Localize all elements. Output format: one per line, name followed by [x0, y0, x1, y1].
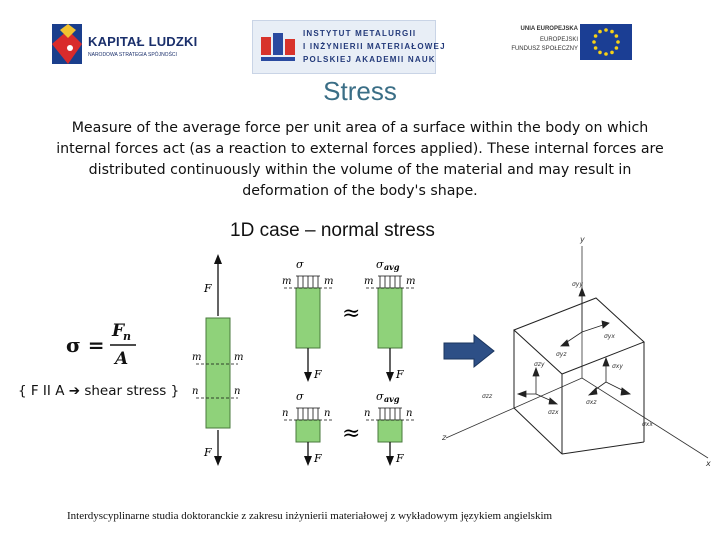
force-label-top: F: [204, 282, 212, 295]
sigma-lower: σ: [296, 390, 304, 403]
label-syz: σyz: [556, 351, 567, 358]
formula-numerator-sub: n: [123, 330, 131, 343]
upper-avg-m-right: m: [406, 276, 416, 287]
label-sxx: σxx: [642, 421, 653, 428]
institute-line-1: INSTYTUT METALURGII: [303, 29, 417, 38]
label-sxz: σxz: [586, 399, 597, 406]
force-lower-avg: F: [396, 452, 404, 465]
label-syx: σyx: [604, 333, 615, 340]
institute-line-3: POLSKIEJ AKADEMII NAUK: [303, 55, 436, 64]
formula-lhs: σ =: [66, 333, 105, 357]
formula-numerator: F: [112, 321, 125, 341]
kapital-ludzki-title: KAPITAŁ LUDZKI: [88, 34, 198, 49]
footer-note: Interdyscyplinarne studia doktoranckie z zakresu inżynierii materiałowej z wykładowym językiem angielskim: [67, 510, 553, 522]
label-szx: σzx: [548, 409, 559, 416]
case-heading: 1D case – normal stress: [230, 220, 435, 241]
lower-avg-n-right: n: [406, 408, 413, 419]
sigma-avg-lower-sub: avg: [384, 394, 400, 404]
upper-avg-m-left: m: [364, 276, 374, 287]
eu-logo: [500, 22, 636, 64]
lower-avg-bar: [378, 420, 402, 442]
stress-formula: [60, 318, 150, 370]
upper-section-bar: [296, 288, 320, 348]
upper-avg-bar: [378, 288, 402, 348]
lower-section-bar: [296, 420, 320, 442]
normal-stress-bar-diagram: [190, 248, 430, 468]
tall-bar: [206, 318, 230, 428]
approx-upper: ≈: [342, 301, 361, 326]
institute-emblem: [259, 27, 299, 67]
upper-m-right: m: [324, 276, 334, 287]
stress-definition: Measure of the average force per unit area of a surface within the body on which internal forces act (as a reaction to external forces applied). These internal forces are distributed continuously within the volume of the material and may result in deformation of the body's shape.: [56, 120, 664, 199]
eu-stars-icon: [580, 24, 632, 60]
label-szz: σzz: [482, 393, 493, 400]
label-syy: σyy: [572, 281, 583, 288]
approx-lower: ≈: [342, 421, 361, 446]
upper-m-left: m: [282, 276, 292, 287]
lower-n-right: n: [324, 408, 331, 419]
force-upper-section: F: [314, 368, 322, 381]
axis-y-label: y: [580, 235, 585, 244]
institute-line-2: I INŻYNIERII MATERIAŁOWEJ: [303, 42, 446, 51]
axis-x-label: x: [706, 459, 711, 468]
n-label-left: n: [192, 386, 199, 397]
lower-n-left: n: [282, 408, 289, 419]
stress-cube-diagram: [436, 232, 716, 470]
force-label-bottom: F: [204, 446, 212, 459]
eu-line-2: EUROPEJSKI: [539, 37, 578, 43]
sigma-upper: σ: [296, 258, 304, 271]
kapital-ludzki-logo: [48, 20, 208, 70]
force-lower-section: F: [314, 452, 322, 465]
eu-line-3: FUNDUSZ SPOŁECZNY: [511, 46, 578, 52]
label-sxy: σxy: [612, 363, 623, 370]
axis-z-label: z: [442, 433, 447, 442]
lower-avg-n-left: n: [364, 408, 371, 419]
institute-logo: [252, 20, 446, 74]
force-upper-avg: F: [396, 368, 404, 381]
sigma-avg-upper: σ: [376, 258, 384, 271]
sigma-avg-lower: σ: [376, 390, 384, 403]
sigma-avg-upper-sub: avg: [384, 262, 400, 272]
shear-note: { F II A ➔ shear stress }: [18, 383, 180, 399]
label-szy: σzy: [534, 361, 545, 368]
kapital-ludzki-emblem: [48, 20, 88, 70]
m-label-right: m: [234, 352, 244, 363]
kapital-ludzki-subtitle: NARODOWA STRATEGIA SPÓJNOŚCI: [88, 52, 177, 58]
eu-line-1: UNIA EUROPEJSKA: [520, 26, 578, 32]
eu-flag-icon: [580, 24, 632, 60]
n-label-right: n: [234, 386, 241, 397]
formula-denominator: A: [115, 349, 129, 369]
m-label-left: m: [192, 352, 202, 363]
slide-title: Stress: [323, 76, 397, 106]
